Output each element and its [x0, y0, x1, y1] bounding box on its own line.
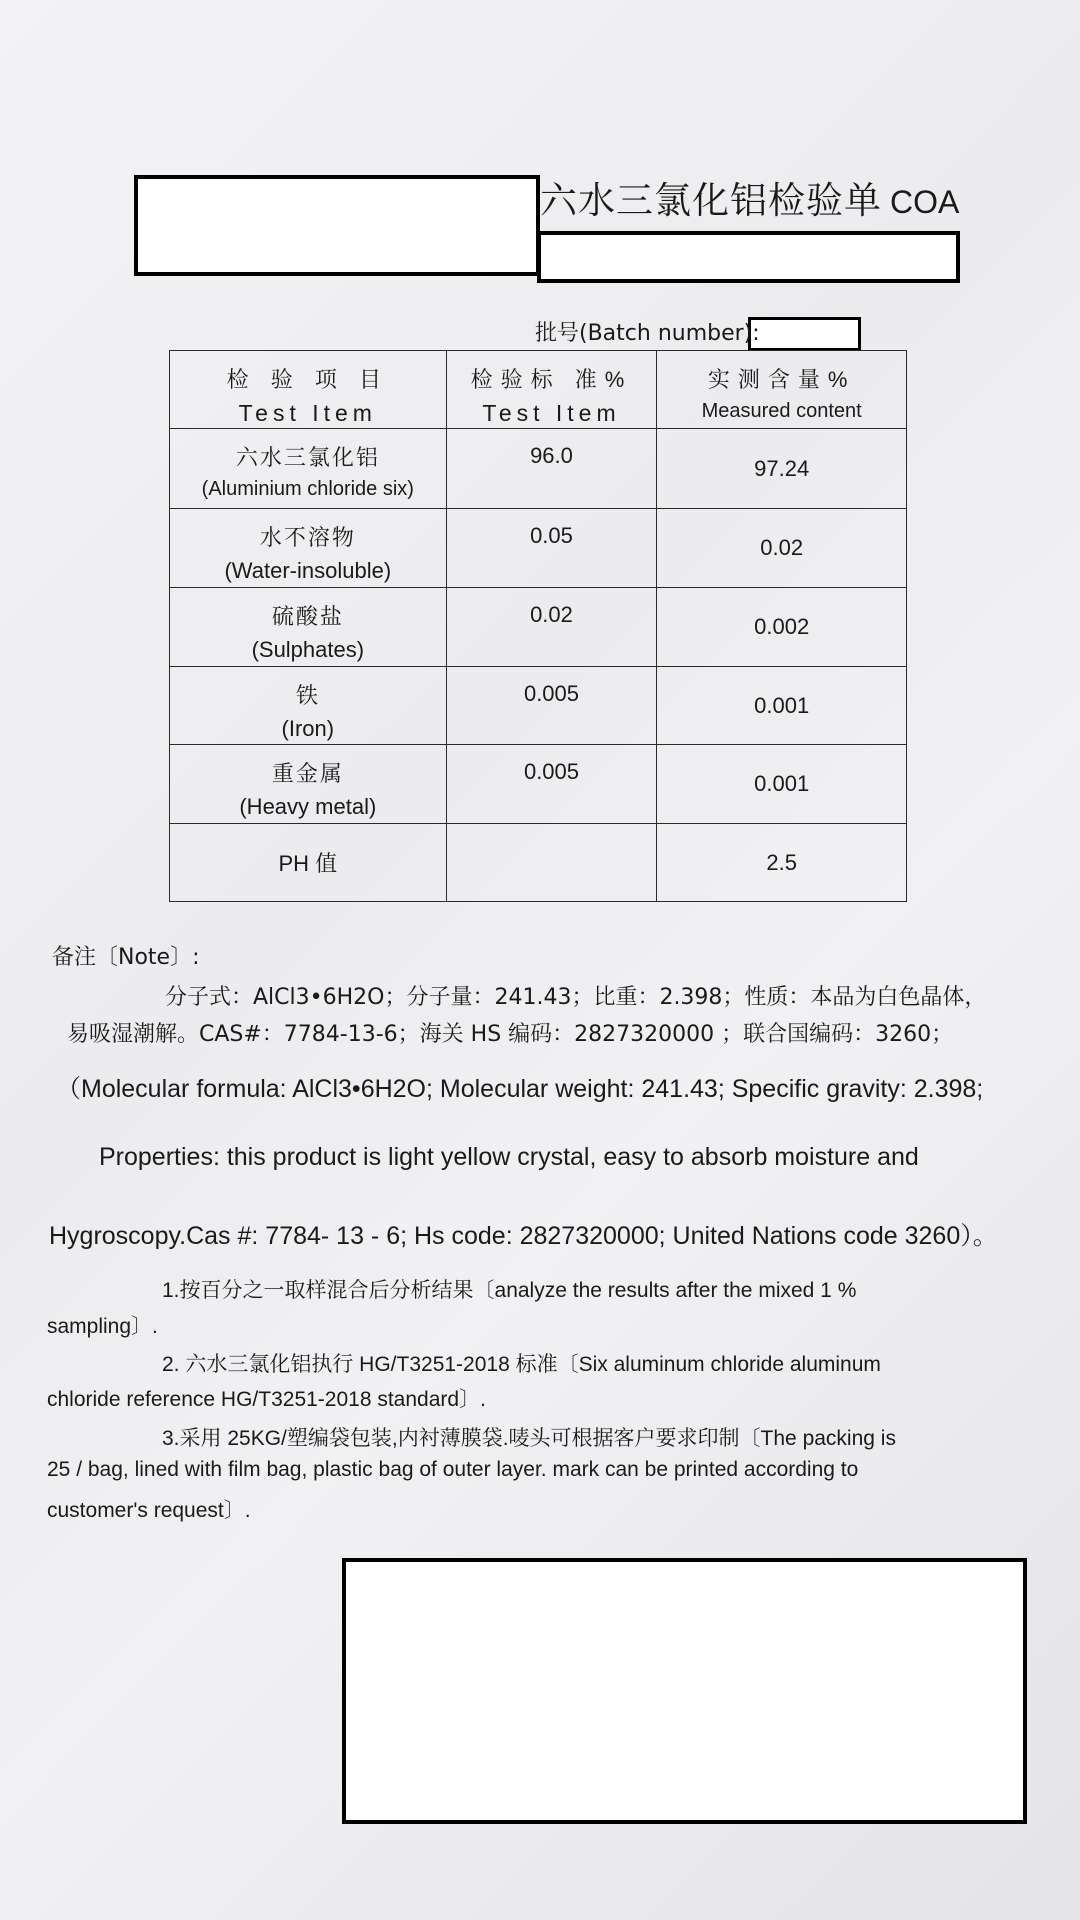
header-test-item: 检 验 项 目 Test Item	[170, 351, 447, 429]
standard-cell: 96.0	[446, 429, 657, 509]
table-header-row	[170, 351, 907, 429]
item-cell: 重金属 (Heavy metal)	[170, 745, 447, 824]
table-row	[170, 667, 907, 745]
item-cell: 铁 (Iron)	[170, 667, 447, 745]
note-cn-line-2: 易吸湿潮解。CAS#：7784-13-6；海关 HS 编码：2827320000 ；联合国编码：3260；	[67, 1022, 954, 1047]
note-en-line-1: （Molecular formula: AlCl3•6H2O; Molecular weight: 241.43; Specific gravity: 2.398;	[56, 1075, 984, 1103]
table-row	[170, 509, 907, 588]
note-label: 备注〔Note〕:	[52, 945, 200, 970]
standard-cell	[446, 824, 657, 902]
measured-cell: 0.001	[657, 745, 907, 824]
document-title	[540, 170, 980, 224]
measured-cell: 97.24	[657, 429, 907, 509]
redacted-batch-number	[748, 317, 861, 351]
title-coa: COA	[890, 184, 960, 220]
item-cell: PH 值	[170, 824, 447, 902]
standard-cell: 0.005	[446, 667, 657, 745]
standard-cell: 0.05	[446, 509, 657, 588]
note-item-1-line-2: sampling〕.	[47, 1315, 158, 1338]
measured-cell: 0.002	[657, 588, 907, 667]
item-cell: 水不溶物 (Water-insoluble)	[170, 509, 447, 588]
measured-cell: 0.02	[657, 509, 907, 588]
note-item-2-line-1: 2. 六水三氯化铝执行 HG/T3251-2018 标准〔Six aluminum chloride aluminum	[162, 1353, 881, 1376]
standard-cell: 0.005	[446, 745, 657, 824]
note-item-3-line-2: 25 / bag, lined with film bag, plastic bag of outer layer. mark can be printed according to	[47, 1458, 859, 1481]
header-standard: 检验标 准% Test Item	[446, 351, 657, 429]
table-row	[170, 429, 907, 509]
title-cn: 六水三氯化铝检验单	[540, 179, 882, 222]
note-en-line-2: Properties: this product is light yellow crystal, easy to absorb moisture and	[99, 1143, 919, 1171]
batch-label: 批号(Batch number):	[535, 321, 760, 346]
standard-cell: 0.02	[446, 588, 657, 667]
redacted-subtitle	[537, 231, 960, 283]
measured-cell: 0.001	[657, 667, 907, 745]
measured-cell: 2.5	[657, 824, 907, 902]
table-row	[170, 745, 907, 824]
note-item-2-line-2: chloride reference HG/T3251-2018 standard〕.	[47, 1388, 486, 1411]
note-item-3-line-1: 3.采用 25KG/塑编袋包装,内衬薄膜袋.唛头可根据客户要求印制〔The packing is	[162, 1427, 896, 1450]
note-item-3-line-3: customer's request〕.	[47, 1499, 251, 1522]
item-cell: 六水三氯化铝 (Aluminium chloride six)	[170, 429, 447, 509]
note-en-line-3: Hygroscopy.Cas #: 7784- 13 - 6; Hs code: 2827320000; United Nations code 3260）。	[49, 1222, 998, 1250]
redacted-signature-stamp	[342, 1558, 1027, 1824]
header-measured: 实测含量% Measured content	[657, 351, 907, 429]
coa-table	[169, 350, 907, 902]
table-row	[170, 824, 907, 902]
redacted-company-name	[134, 175, 540, 276]
note-cn-line-1: 分子式：AlCl3•6H2O；分子量：241.43；比重：2.398；性质：本品为白色晶体，	[165, 985, 987, 1010]
item-cell: 硫酸盐 (Sulphates)	[170, 588, 447, 667]
table-row	[170, 588, 907, 667]
note-item-1-line-1: 1.按百分之一取样混合后分析结果〔analyze the results after the mixed 1 %	[162, 1279, 857, 1302]
